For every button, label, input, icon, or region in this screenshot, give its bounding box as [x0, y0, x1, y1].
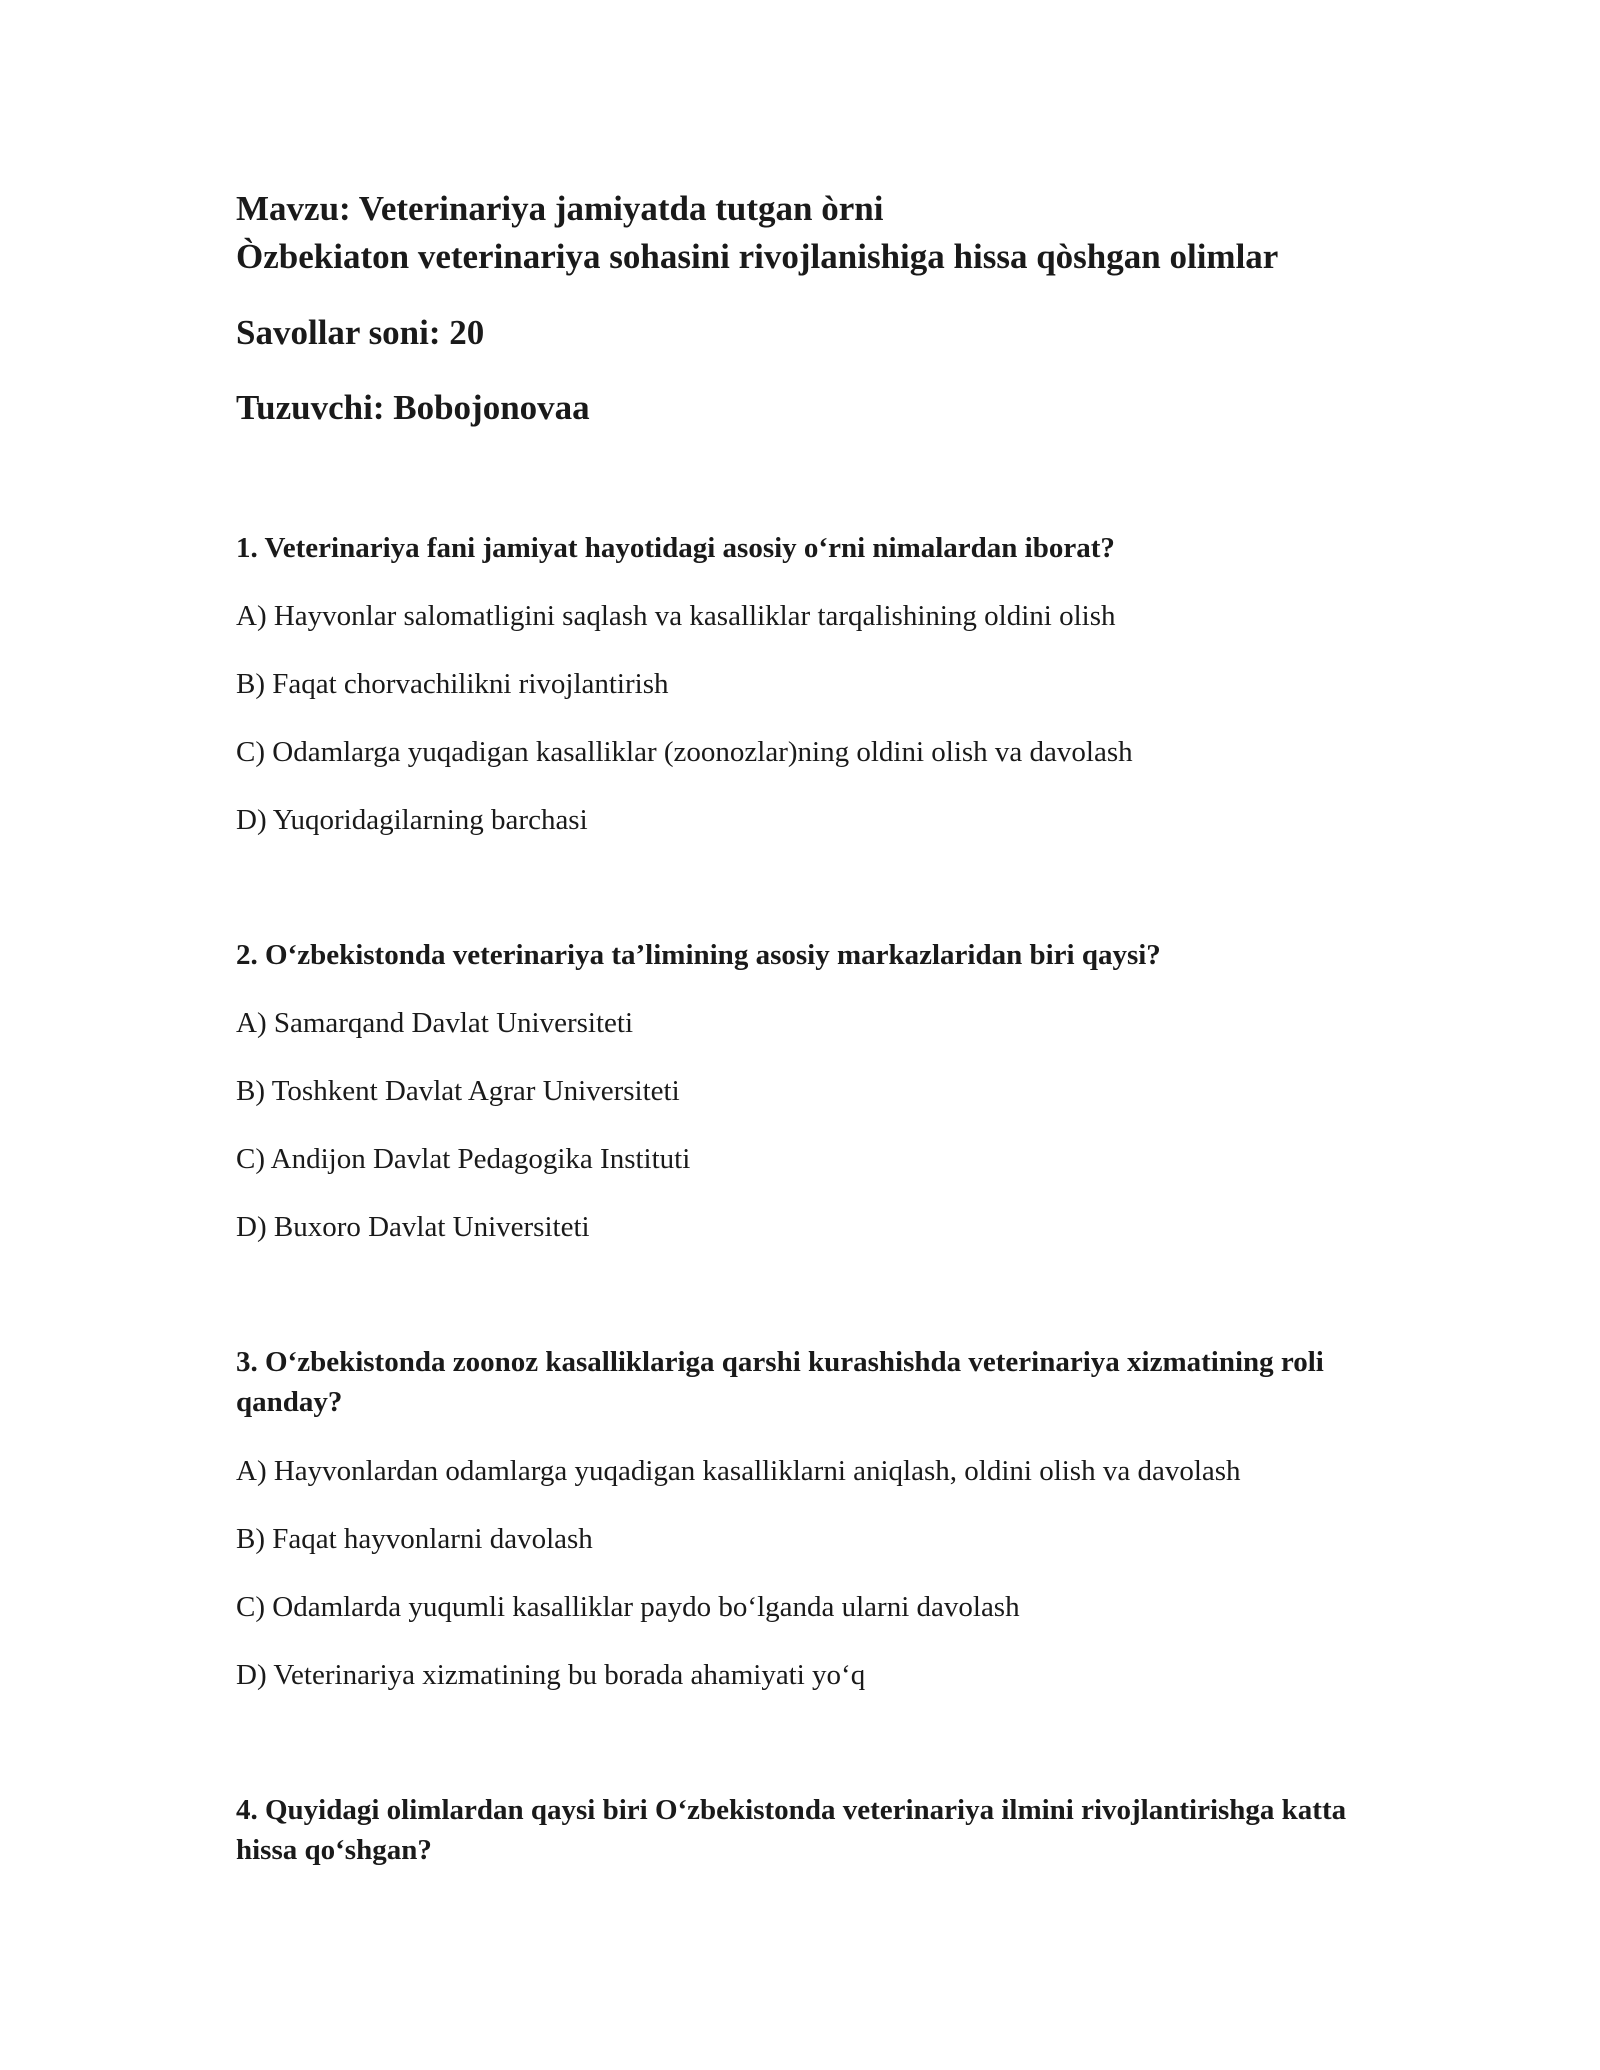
question-2-option-c: C) Andijon Davlat Pedagogika Instituti [236, 1143, 691, 1175]
question-3-text: 3. O‘zbekistonda zoonoz kasalliklariga qarshi kurashishda veterinariya xizmatining roli qanday? [236, 1346, 1324, 1418]
subtitle-heading: Òzbekiaton veterinariya sohasini rivojlanishiga hissa qòshgan olimlar [236, 237, 1279, 276]
question-1-text: 1. Veterinariya fani jamiyat hayotidagi asosiy o‘rni nimalardan iborat? [236, 532, 1115, 564]
topic-heading: Mavzu: Veterinariya jamiyatda tutgan òrni [236, 189, 884, 228]
question-3-option-c: C) Odamlarda yuqumli kasalliklar paydo bo‘lganda ularni davolash [236, 1591, 1020, 1623]
question-3-option-b: B) Faqat hayvonlarni davolash [236, 1523, 593, 1555]
question-2-text: 2. O‘zbekistonda veterinariya ta’limining asosiy markazlaridan biri qaysi? [236, 939, 1161, 971]
question-count: Savollar soni: 20 [236, 313, 485, 352]
question-2-option-a: A) Samarqand Davlat Universiteti [236, 1007, 634, 1039]
question-4-text: 4. Quyidagi olimlardan qaysi biri O‘zbekistonda veterinariya ilmini rivojlantirishga katta hissa qo‘shgan? [236, 1794, 1347, 1866]
question-1-option-d: D) Yuqoridagilarning barchasi [236, 804, 588, 836]
question-3-option-d: D) Veterinariya xizmatining bu borada ahamiyati yo‘q [236, 1659, 866, 1691]
question-3-option-a: A) Hayvonlardan odamlarga yuqadigan kasalliklarni aniqlash, oldini olish va davolash [236, 1455, 1241, 1487]
question-1-option-a: A) Hayvonlar salomatligini saqlash va kasalliklar tarqalishining oldini olish [236, 600, 1116, 632]
question-2-option-d: D) Buxoro Davlat Universiteti [236, 1211, 590, 1243]
question-1-option-b: B) Faqat chorvachilikni rivojlantirish [236, 668, 669, 700]
author-line: Tuzuvchi: Bobojonovaa [236, 388, 590, 427]
question-2-option-b: B) Toshkent Davlat Agrar Universiteti [236, 1075, 680, 1107]
question-1-option-c: C) Odamlarga yuqadigan kasalliklar (zoonozlar)ning oldini olish va davolash [236, 736, 1133, 768]
